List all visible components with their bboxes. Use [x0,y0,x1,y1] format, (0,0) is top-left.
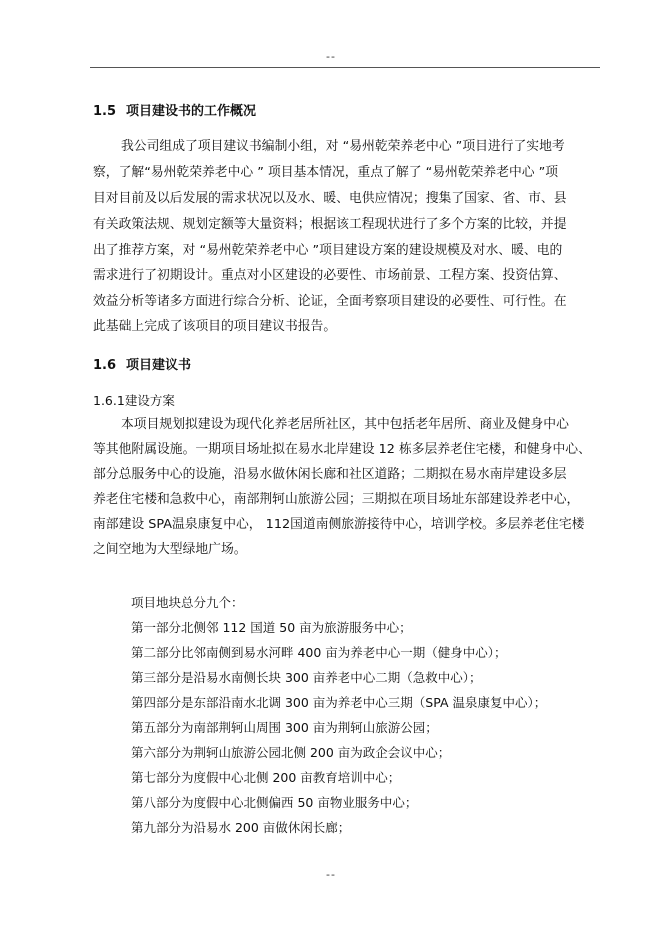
paragraph-line: 本项目规划拟建设为现代化养老居所社区，其中包括老年居所、商业及健身中心 [121,417,569,432]
list-item: 第二部分比邻南侧到易水河畔 400 亩为养老中心一期（健身中心）； [131,645,507,660]
paragraph-line: 效益分析等诸多方面进行综合分析、论证，全面考察项目建设的必要性、可行性。在 [93,294,567,309]
paragraph-line: 需求进行了初期设计。重点对小区建设的必要性、市场前景、工程方案、投资估算、 [93,268,567,283]
section-heading-1-6 [93,354,191,373]
header-mark: -- [326,50,336,63]
section-heading-1-5 [93,100,256,119]
paragraph-line: 此基础上完成了该项目的项目建议书报告。 [93,319,337,334]
list-item: 第八部分为度假中心北侧偏西 50 亩物业服务中心； [131,795,418,810]
list-intro: 项目地块总分九个： [131,595,244,610]
list-item: 第六部分为荆轲山旅游公园北侧 200 亩为政企会议中心； [131,745,451,760]
paragraph-line: 部分总服务中心的设施，沿易水做休闲长廊和社区道路；二期拟在易水南岸建设多层 [93,467,567,482]
paragraph-line: 出了推荐方案，对 “易州乾荣养老中心 ”项目建设方案的建设规模及对水、暖、电的 [93,243,563,258]
footer-mark: -- [326,868,336,881]
paragraph-line: 察，了解“易州乾荣养老中心 ” 项目基本情况，重点了解了 “易州乾荣养老中心 ”项 [93,165,559,180]
list-item: 第五部分为南部荆轲山周围 300 亩为荆轲山旅游公园； [131,720,438,735]
paragraph-line: 我公司组成了项目建议书编制小组，对 “易州乾荣养老中心 ”项目进行了实地考 [121,139,565,154]
paragraph-line: 目对目前及以后发展的需求状况以及水、暖、电供应情况；搜集了国家、省、市、县 [93,191,567,206]
list-item: 第一部分北侧邻 112 国道 50 亩为旅游服务中心； [131,620,412,635]
section-number: 1.5 [93,104,117,119]
paragraph-line: 南部建设 SPA温泉康复中心， 112国道南侧旅游接待中心，培训学校。多层养老住宅楼 [93,517,585,532]
list-item: 第四部分是东部沿南水北调 300 亩为养老中心三期（SPA 温泉康复中心）； [131,695,547,710]
subsection-title: 建设方案 [124,393,175,408]
paragraph-line: 之间空地为大型绿地广场。 [93,542,247,557]
list-item: 第九部分为沿易水 200 亩做休闲长廊； [131,820,351,835]
paragraph-line: 有关政策法规、规划定额等大量资料；根据该工程现状进行了多个方案的比较，并提 [93,217,567,232]
section-number: 1.6 [93,358,117,373]
paragraph-line: 养老住宅楼和急救中心，南部荆轲山旅游公园；三期拟在项目场址东部建设养老中心， [93,492,580,507]
section-title: 项目建议书 [126,358,192,373]
list-item: 第三部分是沿易水南侧长块 300 亩养老中心二期（急救中心）； [131,670,482,685]
list-item: 第七部分为度假中心北侧 200 亩教育培训中心； [131,770,401,785]
section-title: 项目建设书的工作概况 [126,104,257,119]
subsection-number: 1.6.1 [93,393,125,408]
subsection-heading-1-6-1 [93,391,175,409]
header-rule [90,67,600,68]
paragraph-line: 等其他附属设施。一期项目场址拟在易水北岸建设 12 栋多层养老住宅楼，和健身中心、 [93,442,591,457]
